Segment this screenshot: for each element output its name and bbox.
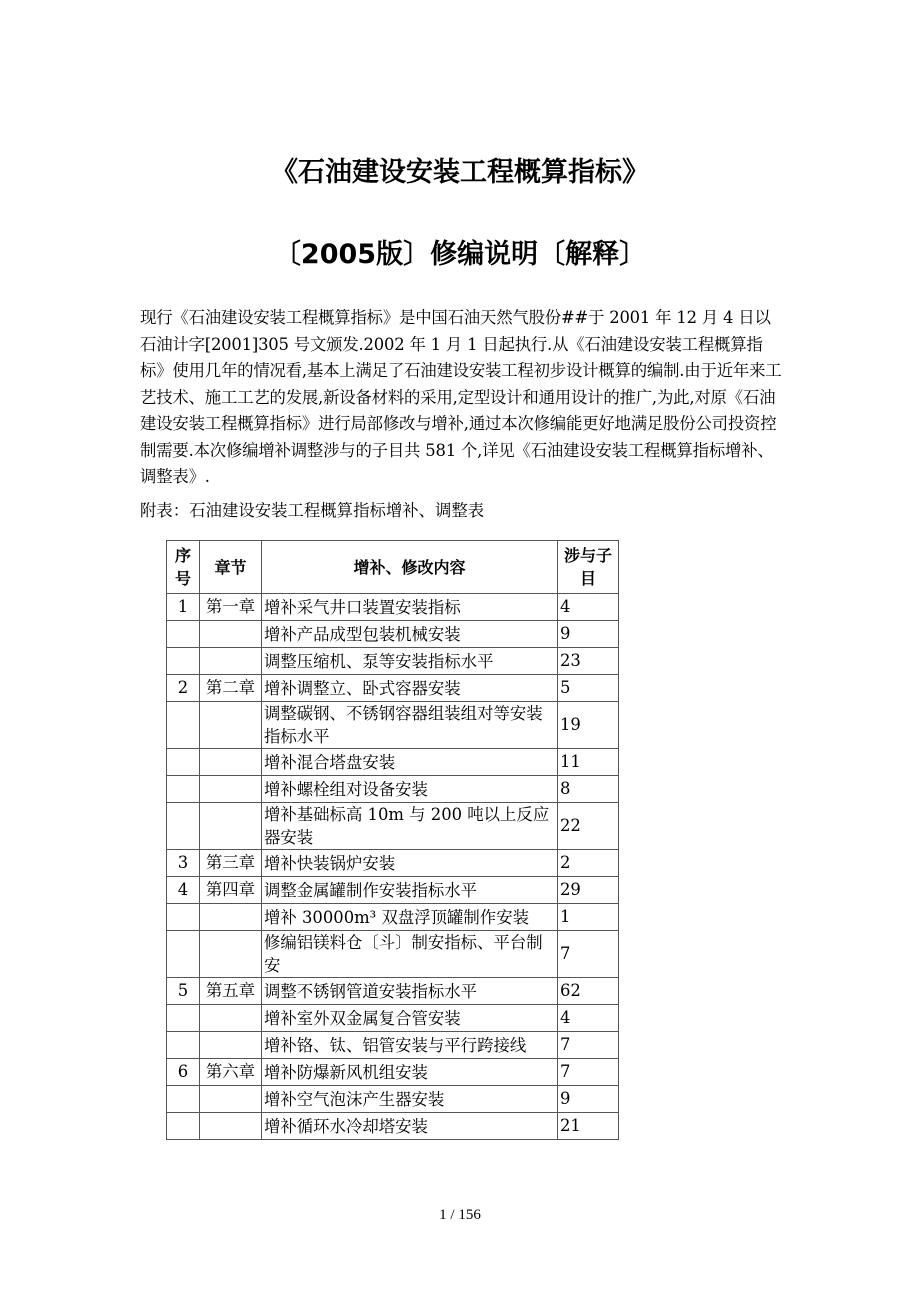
row-count: 23 — [558, 648, 619, 675]
row-content: 调整金属罐制作安装指标水平 — [262, 877, 558, 904]
row-number — [167, 1113, 200, 1140]
table-row — [167, 904, 619, 931]
header-content: 增补、修改内容 — [262, 541, 558, 594]
row-number — [167, 803, 200, 850]
adjustment-table — [166, 540, 619, 1140]
row-number — [167, 1086, 200, 1113]
row-number: 3 — [167, 850, 200, 877]
row-chapter — [200, 702, 262, 749]
row-number: 2 — [167, 675, 200, 702]
row-content: 修编铝镁料仓〔斗〕制安指标、平台制安 — [262, 931, 558, 978]
row-count: 19 — [558, 702, 619, 749]
table-row — [167, 1059, 619, 1086]
table-body — [167, 594, 619, 1140]
row-number: 5 — [167, 978, 200, 1005]
row-number — [167, 904, 200, 931]
table-row — [167, 877, 619, 904]
table-row — [167, 931, 619, 978]
row-count: 9 — [558, 1086, 619, 1113]
row-count: 5 — [558, 675, 619, 702]
row-content: 调整不锈钢管道安装指标水平 — [262, 978, 558, 1005]
header-count: 涉与子目 — [558, 541, 619, 594]
row-number — [167, 702, 200, 749]
row-count: 4 — [558, 1005, 619, 1032]
header-chapter: 章节 — [200, 541, 262, 594]
table-row — [167, 1086, 619, 1113]
row-content: 调整压缩机、泵等安装指标水平 — [262, 648, 558, 675]
table-caption: 附表：石油建设安装工程概算指标增补、调整表 — [140, 501, 485, 520]
row-chapter — [200, 776, 262, 803]
row-content: 增补铬、钛、铝管安装与平行跨接线 — [262, 1032, 558, 1059]
row-chapter — [200, 621, 262, 648]
row-count: 7 — [558, 1059, 619, 1086]
table-row — [167, 749, 619, 776]
row-number — [167, 749, 200, 776]
document-title: 《石油建设安装工程概算指标》 — [271, 157, 649, 188]
row-count: 8 — [558, 776, 619, 803]
row-chapter — [200, 749, 262, 776]
row-number — [167, 776, 200, 803]
table-row — [167, 776, 619, 803]
row-content: 增补螺栓组对设备安装 — [262, 776, 558, 803]
row-chapter: 第三章 — [200, 850, 262, 877]
table-row — [167, 648, 619, 675]
page-number: 1 / 156 — [439, 1207, 481, 1223]
row-number — [167, 648, 200, 675]
row-content: 增补采气井口装置安装指标 — [262, 594, 558, 621]
row-count: 22 — [558, 803, 619, 850]
table-row — [167, 621, 619, 648]
row-number: 4 — [167, 877, 200, 904]
row-chapter: 第四章 — [200, 877, 262, 904]
row-number — [167, 621, 200, 648]
row-chapter — [200, 803, 262, 850]
row-chapter — [200, 1086, 262, 1113]
row-chapter — [200, 931, 262, 978]
row-count: 2 — [558, 850, 619, 877]
row-chapter — [200, 648, 262, 675]
table-row — [167, 702, 619, 749]
row-content: 增补快装锅炉安装 — [262, 850, 558, 877]
table-row — [167, 675, 619, 702]
row-chapter — [200, 1113, 262, 1140]
row-content: 调整碳钢、不锈钢容器组装组对等安装指标水平 — [262, 702, 558, 749]
row-count: 4 — [558, 594, 619, 621]
row-chapter: 第五章 — [200, 978, 262, 1005]
row-chapter: 第六章 — [200, 1059, 262, 1086]
row-count: 1 — [558, 904, 619, 931]
row-count: 21 — [558, 1113, 619, 1140]
intro-paragraph — [140, 305, 785, 491]
row-chapter: 第一章 — [200, 594, 262, 621]
table-row — [167, 850, 619, 877]
header-no: 序号 — [167, 541, 200, 594]
row-content: 增补空气泡沫产生器安装 — [262, 1086, 558, 1113]
table-row — [167, 1113, 619, 1140]
table-row — [167, 1032, 619, 1059]
row-count: 62 — [558, 978, 619, 1005]
row-chapter — [200, 1032, 262, 1059]
row-content: 增补基础标高 10m 与 200 吨以上反应器安装 — [262, 803, 558, 850]
row-count: 9 — [558, 621, 619, 648]
row-number: 6 — [167, 1059, 200, 1086]
row-number: 1 — [167, 594, 200, 621]
row-content: 增补防爆新风机组安装 — [262, 1059, 558, 1086]
document-subtitle: 〔2005版〕修编说明〔解释〕 — [273, 239, 647, 270]
row-count: 7 — [558, 931, 619, 978]
row-chapter — [200, 1005, 262, 1032]
row-content: 增补室外双金属复合管安装 — [262, 1005, 558, 1032]
row-count: 11 — [558, 749, 619, 776]
row-chapter — [200, 904, 262, 931]
row-count: 29 — [558, 877, 619, 904]
table-row — [167, 1005, 619, 1032]
row-content: 增补调整立、卧式容器安装 — [262, 675, 558, 702]
row-chapter: 第二章 — [200, 675, 262, 702]
row-content: 增补产品成型包装机械安装 — [262, 621, 558, 648]
table-row — [167, 978, 619, 1005]
row-content: 增补混合塔盘安装 — [262, 749, 558, 776]
table-row — [167, 803, 619, 850]
row-count: 7 — [558, 1032, 619, 1059]
table-row — [167, 594, 619, 621]
row-number — [167, 1032, 200, 1059]
row-number — [167, 1005, 200, 1032]
table-header-row — [167, 541, 619, 594]
row-content: 增补 30000m³ 双盘浮顶罐制作安装 — [262, 904, 558, 931]
intro-text: 现行《石油建设安装工程概算指标》是中国石油天然气股份##于 2001 年 12 月 4 日以石油计字[2001]305 号文颁发.2002 年 1 月 1 日起执行.从《石油建设安装工程概算指标》使用几年的情况看,基本上满足了石油建设安装工程初步设计概算的编制.由于近年来工艺技术、施工工艺的发展,新设备材料的采用,定型设计和通用设计的推广,为此,对原《石油建设安装工程概算指标》进行局部修改与增补,通过本次修编能更好地满足股份公司投资控制需要.本次修编增补调整涉与的子目共 581 个,详见《石油建设安装工程概算指标增补、调整表》. — [140, 308, 782, 486]
row-number — [167, 931, 200, 978]
row-content: 增补循环水冷却塔安装 — [262, 1113, 558, 1140]
